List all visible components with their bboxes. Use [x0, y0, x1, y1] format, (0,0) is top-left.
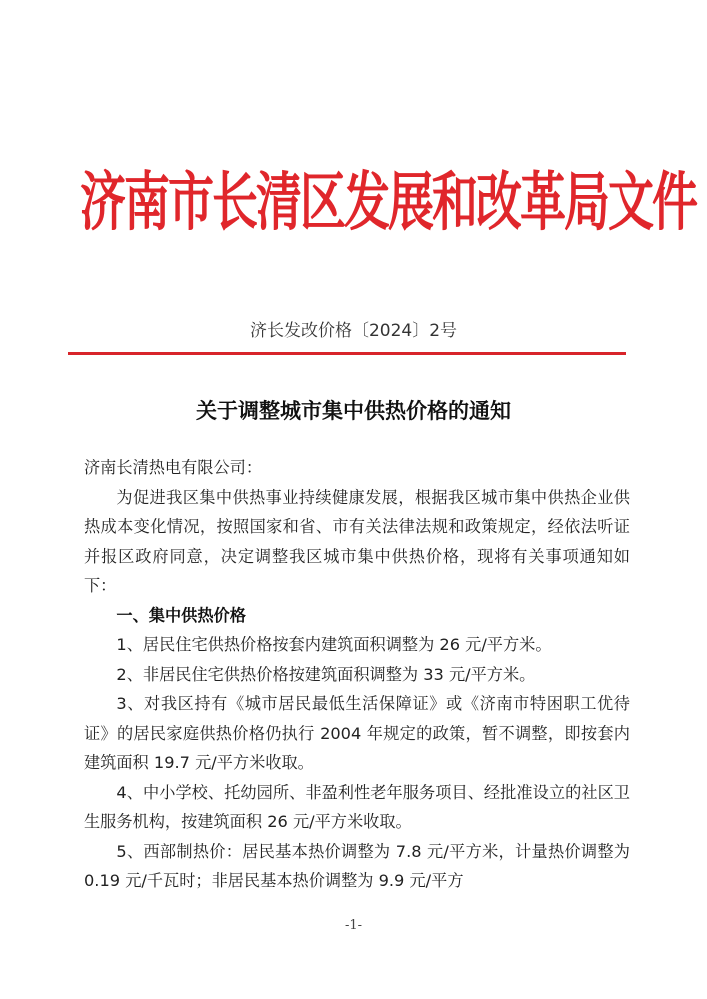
list-item: 3、对我区持有《城市居民最低生活保障证》或《济南市特困职工优待证》的居民家庭供热价格仍执行 2004 年规定的政策，暂不调整，即按套内建筑面积 19.7 元/平方米收取。 [84, 694, 630, 772]
list-item: 5、西部制热价：居民基本热价调整为 7.8 元/平方米，计量热价调整为 0.19 元/千瓦时；非居民基本热价调整为 9.9 元/平方 [84, 841, 630, 890]
recipient-line: 济南长清热电有限公司： [84, 458, 263, 477]
section-heading: 一、集中供热价格 [116, 605, 246, 625]
list-item: 2、非居民住宅供热价格按建筑面积调整为 33 元/平方米。 [116, 664, 536, 684]
issuing-authority-title: 济南市长清区发展和改革局文件 [80, 164, 696, 239]
document-number: 济长发改价格〔2024〕2号 [249, 321, 458, 341]
intro-paragraph: 为促进我区集中供热事业持续健康发展，根据我区城市集中供热企业供热成本变化情况，按照国家和省、市有关法律法规和政策规定，经依法听证并报区政府同意，决定调整我区城市集中供热价格，现将有关事项通知如下： [84, 487, 630, 595]
document-body [84, 453, 630, 896]
red-divider-line [68, 352, 626, 355]
list-item: 1、居民住宅供热价格按套内建筑面积调整为 26 元/平方米。 [116, 635, 552, 654]
list-item: 4、中小学校、托幼园所、非盈利性老年服务项目、经批准设立的社区卫生服务机构，按建筑面积 26 元/平方米收取。 [84, 782, 630, 831]
page-number: -1- [344, 918, 363, 933]
notice-title: 关于调整城市集中供热价格的通知 [196, 398, 511, 423]
